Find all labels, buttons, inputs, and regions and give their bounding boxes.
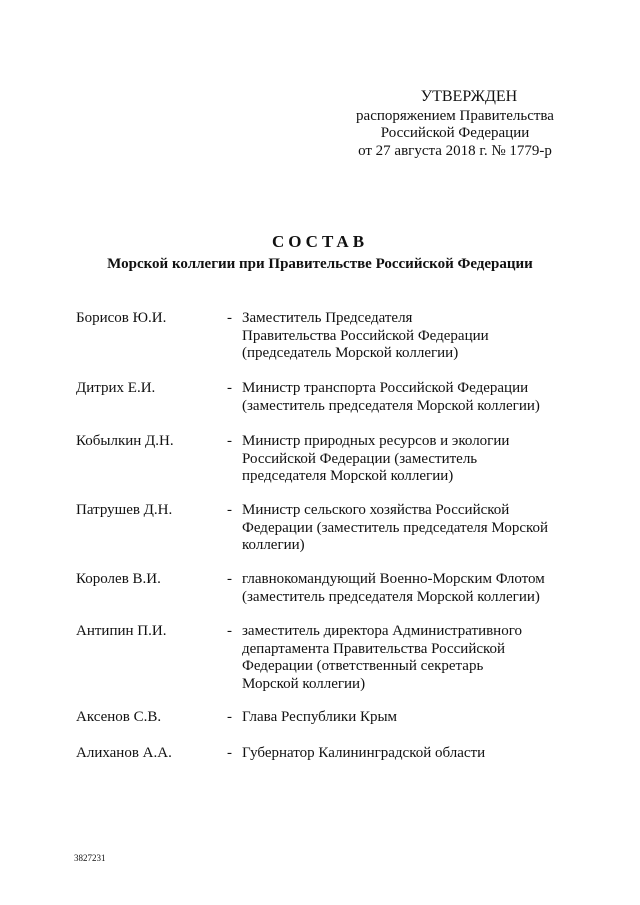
member-name: Патрушев Д.Н. bbox=[76, 502, 173, 518]
position-line: (заместитель председателя Морской коллегии) bbox=[242, 397, 540, 414]
member-position bbox=[242, 433, 572, 486]
position-line: департамента Правительства Российской bbox=[242, 640, 506, 657]
position-line: Министр природных ресурсов и экологии bbox=[242, 433, 510, 449]
member-name: Кобылкин Д.Н. bbox=[76, 433, 174, 449]
member-position bbox=[242, 380, 572, 415]
member-position bbox=[242, 745, 572, 763]
position-line: Федерации (ответственный секретарь bbox=[242, 658, 484, 674]
position-line: председателя Морской коллегии) bbox=[242, 468, 454, 484]
position-line: коллегии) bbox=[242, 537, 305, 553]
document-title: СОСТАВ bbox=[271, 232, 369, 251]
member-name: Антипин П.И. bbox=[76, 623, 167, 639]
position-line: Правительства Российской Федерации bbox=[242, 327, 489, 344]
member-name: Аксенов С.В. bbox=[76, 709, 162, 725]
member-name: Алиханов А.А. bbox=[76, 745, 172, 761]
position-line: Морской коллегии) bbox=[242, 675, 366, 692]
member-position bbox=[242, 623, 572, 693]
position-line: заместитель директора Административного bbox=[242, 623, 522, 639]
member-dash: - bbox=[227, 571, 232, 587]
member-position bbox=[242, 502, 572, 555]
position-line: (заместитель председателя Морской коллегии) bbox=[242, 588, 540, 605]
position-line: Глава Республики Крым bbox=[242, 709, 398, 725]
position-line: Российской Федерации (заместитель bbox=[242, 450, 478, 467]
member-position bbox=[242, 310, 572, 363]
member-name: Королев В.И. bbox=[76, 571, 161, 587]
position-line: Министр транспорта Российской Федерации bbox=[242, 380, 529, 396]
position-line: Губернатор Калининградской области bbox=[242, 745, 486, 761]
approval-line-2: Российской Федерации bbox=[380, 125, 530, 141]
member-dash: - bbox=[227, 502, 232, 518]
member-dash: - bbox=[227, 623, 232, 639]
approval-stamp bbox=[330, 88, 580, 160]
member-position bbox=[242, 571, 572, 606]
member-name: Борисов Ю.И. bbox=[76, 310, 167, 326]
member-name: Дитрих Е.И. bbox=[76, 380, 156, 396]
member-dash: - bbox=[227, 310, 232, 326]
position-line: Федерации (заместитель председателя Морской bbox=[242, 519, 549, 536]
approval-line-1: распоряжением Правительства bbox=[356, 107, 554, 124]
position-line: (председатель Морской коллегии) bbox=[242, 345, 459, 361]
document-code: 3827231 bbox=[74, 853, 106, 863]
member-dash: - bbox=[227, 380, 232, 396]
member-dash: - bbox=[227, 433, 232, 449]
position-line: главнокомандующий Военно-Морским Флотом bbox=[242, 571, 545, 587]
position-line: Министр сельского хозяйства Российской bbox=[242, 502, 510, 518]
position-line: Заместитель Председателя bbox=[242, 310, 413, 326]
approval-heading: УТВЕРЖДЕН bbox=[420, 88, 518, 105]
approval-line-3: от 27 августа 2018 г. № 1779-р bbox=[358, 142, 552, 159]
member-position bbox=[242, 709, 572, 727]
member-dash: - bbox=[227, 709, 232, 725]
member-dash: - bbox=[227, 745, 232, 761]
document-subtitle: Морской коллегии при Правительстве Российской Федерации bbox=[107, 256, 533, 272]
